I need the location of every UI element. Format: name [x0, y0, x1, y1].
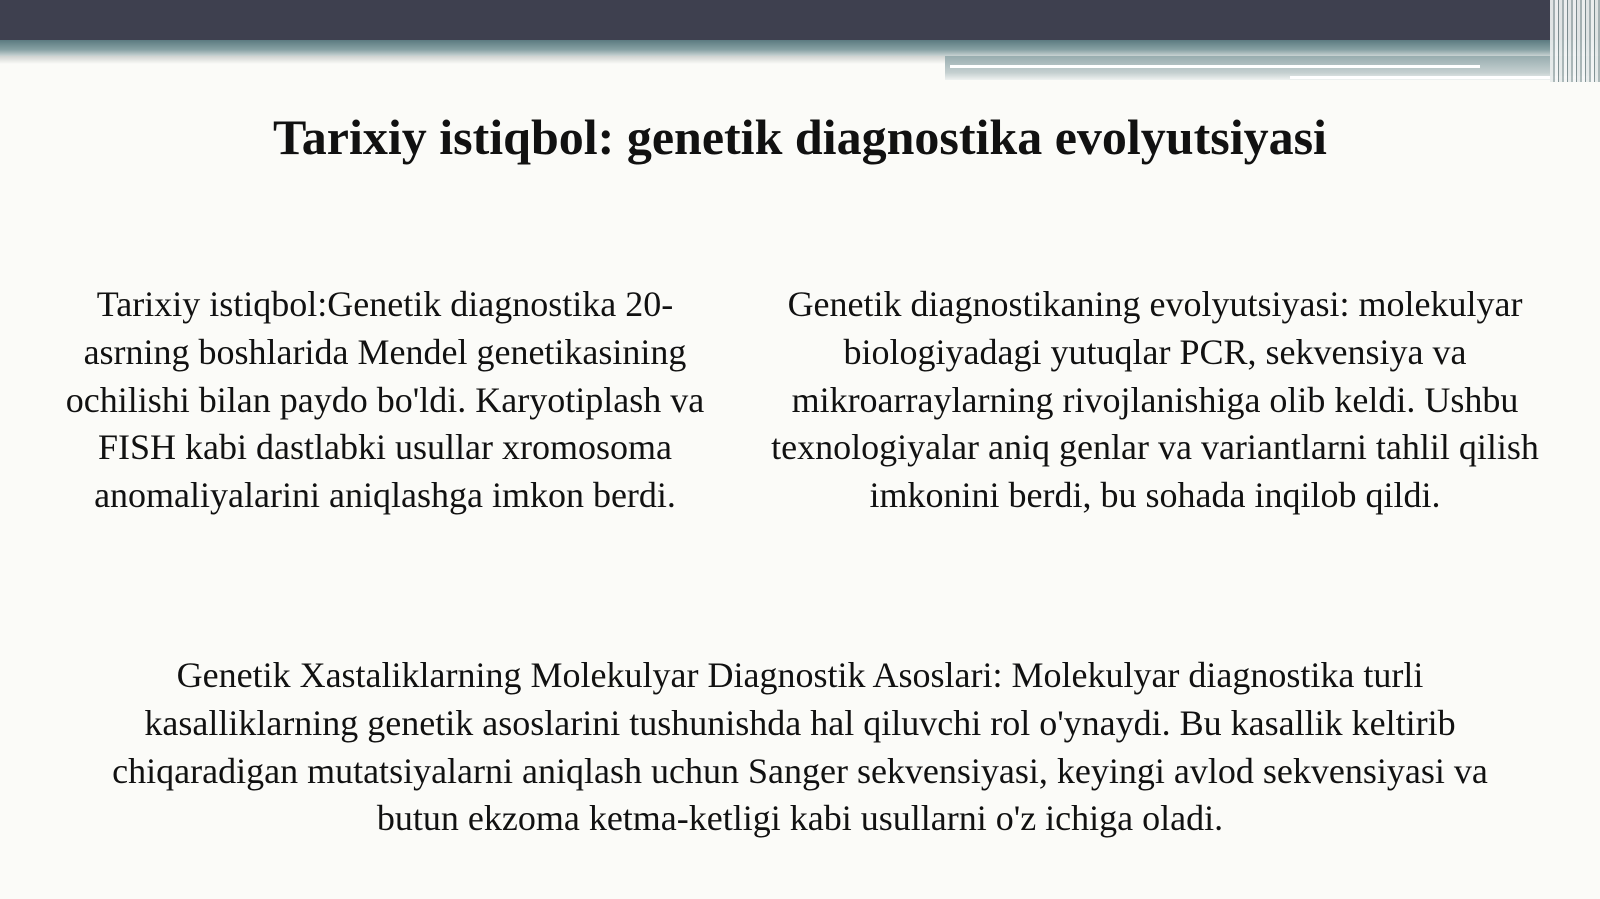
slide-title: Tarixiy istiqbol: genetik diagnostika evolyutsiyasi — [273, 109, 1327, 165]
decorative-stripes — [1550, 0, 1600, 82]
decorative-line — [950, 65, 1480, 68]
header-bar — [0, 0, 1600, 40]
right-text-block: Genetik diagnostikaning evolyutsiyasi: molekulyar biologiyadagi yutuqlar PCR, sekvensiya va mikroarraylarning rivojlanishiga olib keldi. Ushbu texnologiyalar aniq genlar va variantlarni tahlil qilish imkonini berdi, bu sohada inqilob qildi. — [771, 284, 1539, 516]
left-text-block: Tarixiy istiqbol:Genetik diagnostika 20-asrning boshlarida Mendel genetikasining ochilishi bilan paydo bo'ldi. Karyotiplash va FISH kabi dastlabki usullar xromosoma anomaliyalarini aniqlashga imkon berdi. — [65, 284, 705, 516]
bottom-text-block: Genetik Xastaliklarning Molekulyar Diagnostik Asoslari: Molekulyar diagnostika turli kasalliklarning genetik asoslarini tushunishda hal qiluvchi rol o'ynaydi. Bu kasallik keltirib chiqaradigan mutatsiyalarni aniqlash uchun Sanger sekvensiyasi, keyingi avlod sekvensiyasi va butun ekzoma ketma-ketligi kabi usullarni o'z ichiga oladi. — [112, 655, 1488, 839]
header-shadow — [0, 56, 945, 64]
decorative-line — [1290, 76, 1590, 79]
header-accent-band — [0, 40, 1600, 56]
